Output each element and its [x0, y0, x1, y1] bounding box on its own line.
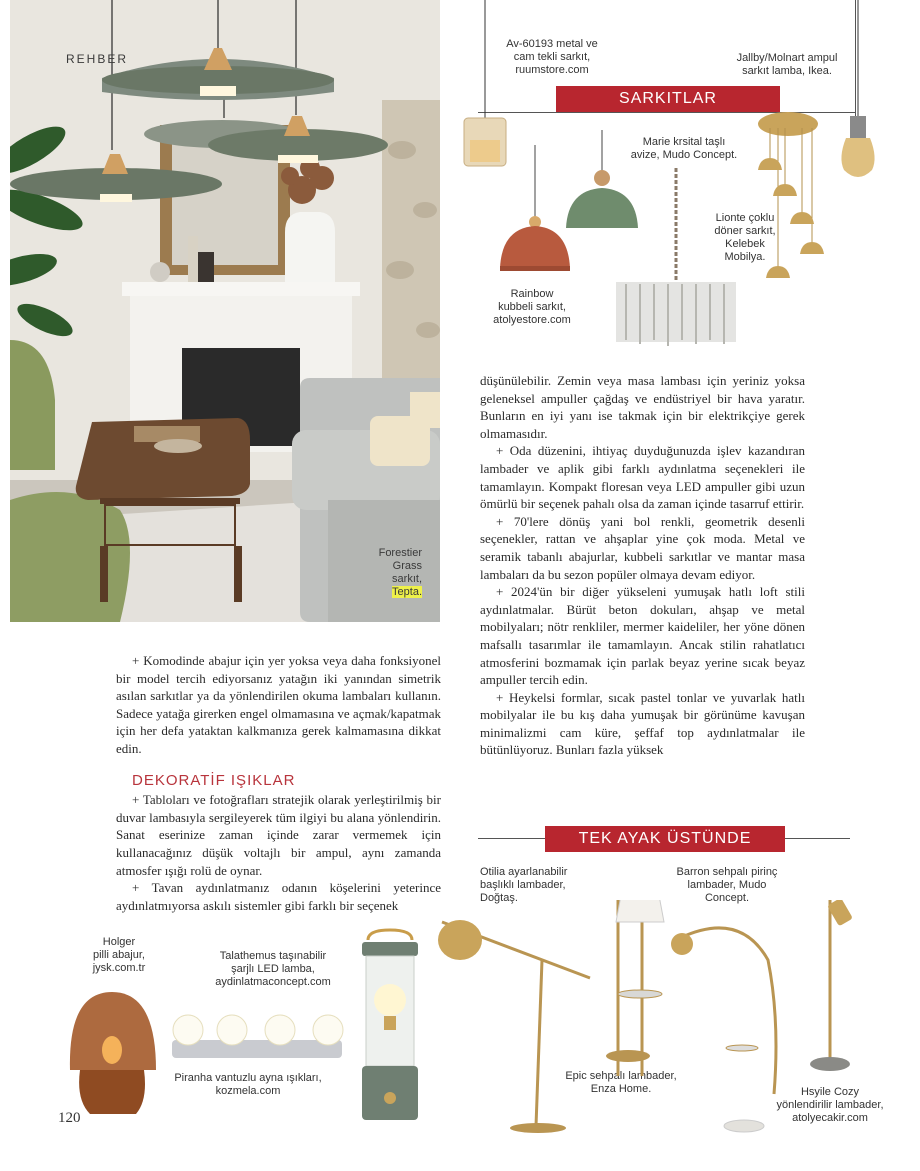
- caption-line: Rainbow: [510, 288, 554, 300]
- caption-line: Lionte çoklu: [715, 212, 775, 224]
- caption-line: Holger: [102, 936, 136, 948]
- caption-line: lambader, Mudo: [687, 879, 767, 891]
- caption-line: döner sarkıt,: [714, 225, 776, 237]
- epic-side-table-lamp: [606, 900, 664, 1076]
- page-number: 120: [58, 1110, 81, 1126]
- piranha-vanity-lights: [172, 1015, 343, 1058]
- living-room-illustration: [10, 0, 440, 622]
- holger-amber-lamp: [70, 992, 156, 1114]
- article-paragraph: + 2024'ün bir diğer yükseleni yumuşak hatlı loft stili aydınlatmalar. Bürüt beton dokuları, ahşap ve metal mobilyaları; nötr renkliler, mermer kaideliler, her yöne dönen mafsallı tasarımlar ile tamamlayın. Ancak stilin rahatlatıcı atmosferini bozmamak için parlak beyaz yerine sıcak beyaz ampuller tercih edin.: [480, 584, 805, 688]
- caption-line: jysk.com.tr: [92, 962, 146, 974]
- caption-line: avize, Mudo Concept.: [630, 149, 738, 161]
- caption-line: Concept.: [704, 892, 750, 904]
- caption-line: aydinlatmaconcept.com: [215, 976, 331, 988]
- caption-line: sarkıt lamba, Ikea.: [742, 65, 832, 77]
- hero-caption: [379, 547, 422, 599]
- caption-line: atolyecakir.com: [792, 1112, 868, 1124]
- pendant-products-illustration: [440, 0, 920, 360]
- article-paragraph: düşünülebilir. Zemin veya masa lambası için yeriniz yoksa geleneksel ampuller çağdaş ve endüstriyel bir hava yaratır. Bunların en iyi yanı ise takmak için bir elektrikçiye gerek olmamasıdır.: [480, 373, 805, 441]
- caption-line: Grass: [392, 560, 422, 572]
- caption-line: Mobilya.: [724, 251, 766, 263]
- caption-line: kubbeli sarkıt,: [498, 301, 566, 313]
- barron-arc-lamp: [671, 928, 776, 1132]
- caption-line: Talathemus taşınabilir: [219, 950, 327, 962]
- caption-line: Kelebek: [725, 238, 765, 250]
- caption-line: Barron sehpalı pirinç: [676, 866, 778, 878]
- caption-line: Forestier: [378, 547, 422, 559]
- caption-line: sarkıt,: [392, 573, 422, 585]
- hero-photo: [10, 0, 440, 622]
- av-pendant-lamp: [464, 0, 506, 166]
- article-paragraph: + Oda düzenini, ihtiyaç duyduğunuzda işlev kazandıran lambader ve aplik gibi farklı aydınlatma seçenekleri ile tamamlayın. Kompakt floresan veya LED ampuller gibi uzun ömürlü bir seçenek pahalı olsa da zaman içinde tasarruf ettirir.: [480, 443, 805, 512]
- caption-line: Marie krsital taşlı: [642, 136, 726, 148]
- hsyile-spot-lamp: [805, 900, 853, 1071]
- rainbow-dome-pendant: [500, 145, 570, 271]
- caption-line: Piranha vantuzlu ayna ışıkları,: [174, 1072, 322, 1084]
- sarkitlar-banner: SARKITLAR: [556, 86, 780, 112]
- article-paragraph: + Komodinde abajur için yer yoksa veya daha fonksiyonel bir model tercih ediyorsanız yatağın iki yanından simetrik asılan sarkıtlar ya da yönlendirilen okuma lambaları kullanın. Sadece yatağa girerken engel olmamasına ve açmak/kapatmak için her defa yataktan kalkmanıza gerek kalmamasına dikkat edin.: [116, 653, 441, 756]
- caption-line: ruumstore.com: [515, 64, 589, 76]
- tek-ayak-banner: TEK AYAK ÜSTÜNDE: [545, 826, 785, 852]
- article-paragraph: + 70'lere dönüş yani bol renkli, geometrik desenli seçenekler, rattan ve ahşaplar yine çok moda. Metal ve seramik tabanlı abajurlar, kubbeli sarkıtlar ve mantar masa lambaları da bu sezon popüler olmaya devam ediyor.: [480, 513, 805, 582]
- caption-line: Av-60193 metal ve: [506, 38, 598, 50]
- lionte-brass-cluster: [758, 112, 824, 278]
- caption-line: pilli abajur,: [93, 949, 145, 961]
- caption-line: Hsyile Cozy: [800, 1086, 860, 1098]
- article-column-left: [116, 652, 441, 914]
- article-paragraph: + Tavan aydınlatmanız odanın köşelerini yeterince aydınlatmıyorsa askılı sistemler gibi farklı bir seçenek: [116, 880, 441, 913]
- jallby-bulb-pendant: [841, 0, 874, 177]
- caption-line: Enza Home.: [590, 1083, 652, 1095]
- caption-line: cam tekli sarkıt,: [513, 51, 591, 63]
- article-paragraph: + Heykelsi formlar, sıcak pastel tonlar ve yuvarlak hatlı mobilyalar ile bu kış daha yumuşak bir görünüme kavuşan minimalizmi cam küre, şeffaf top aydınlatmalar ile bütünlüyoruz. Bunları fazla yüksek: [480, 689, 805, 758]
- section-tag: REHBER: [66, 52, 129, 66]
- caption-line: şarjlı LED lamba,: [231, 963, 315, 975]
- caption-line: kozmela.com: [215, 1085, 281, 1097]
- caption-line: Doğtaş.: [480, 892, 518, 904]
- crystal-chandelier: [616, 168, 736, 346]
- section-subheading: DEKORATİF IŞIKLAR: [132, 771, 296, 789]
- caption-line: Epic sehpalı lambader,: [565, 1070, 677, 1082]
- caption-line: Otilia ayarlanabilir: [480, 866, 568, 878]
- article-column-right: [480, 372, 805, 759]
- caption-line: başlıklı lambader,: [480, 879, 566, 891]
- article-paragraph: + Tabloları ve fotoğrafları stratejik olarak yerleştirilmiş bir duvar lambasıyla sergileyerek tüm ilgiyi bu alana yönlendirin. Sanat eserinize zaman içinde zarar vermemek için kullanacağınız düşük voltajlı bir ampul, aynı zamanda atmosfer ışığı rolü de oynar.: [116, 792, 441, 878]
- floor-lamp-products-illustration: [40, 900, 920, 1171]
- caption-brand-highlight: Tepta.: [392, 586, 422, 598]
- caption-line: yönlendirilir lambader,: [776, 1099, 884, 1111]
- otilia-shade: [438, 920, 482, 960]
- talathemus-lantern: [362, 930, 418, 1120]
- otilia-base: [510, 1123, 566, 1133]
- caption-line: Jallby/Molnart ampul: [736, 52, 838, 64]
- marie-green-pendant: [566, 130, 638, 228]
- caption-line: atolyestore.com: [493, 314, 571, 326]
